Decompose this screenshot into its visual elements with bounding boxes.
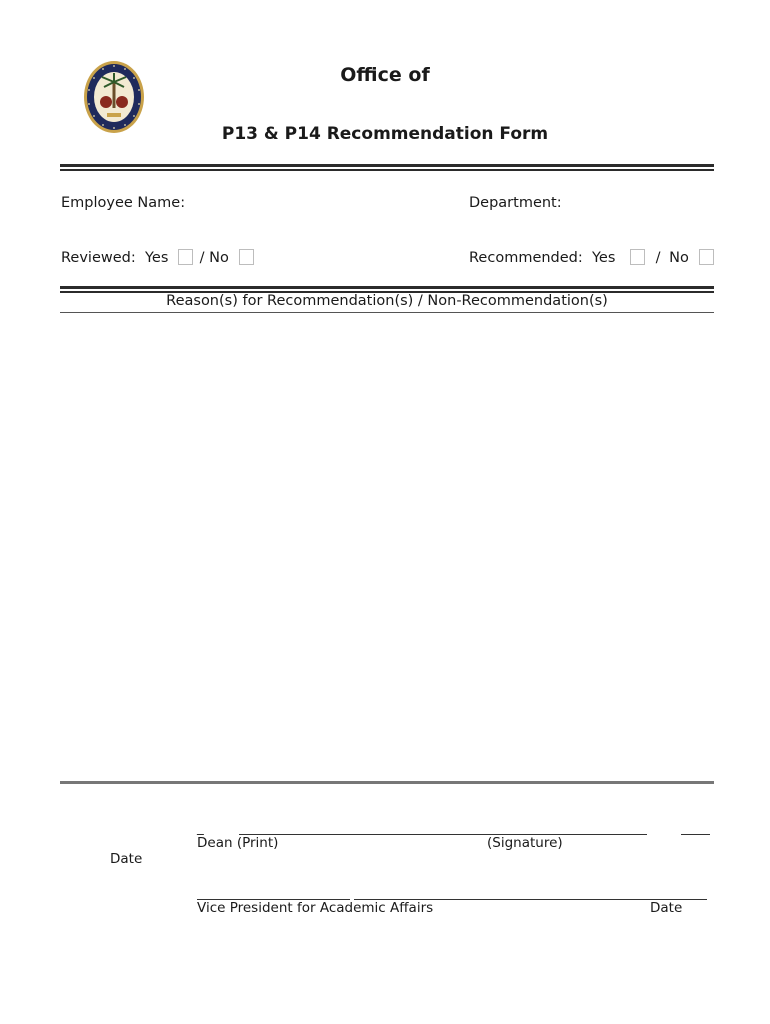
reasons-heading: Reason(s) for Recommendation(s) / Non-Recommendation(s) [166, 293, 608, 309]
recommended-no-label: No [669, 250, 689, 266]
reasons-text-area[interactable] [60, 316, 714, 778]
reviewed-yes-checkbox[interactable] [178, 249, 193, 265]
reviewed-label: Reviewed: [61, 250, 136, 266]
form-title: P13 & P14 Recommendation Form [221, 124, 549, 144]
header-divider-thin [60, 169, 714, 171]
employee-name-label: Employee Name: [61, 195, 186, 211]
dean-print-label: Dean (Print) [197, 835, 279, 851]
office-title: Office of [340, 64, 430, 86]
reviewed-yes-label: Yes [144, 250, 169, 266]
recommended-yes-checkbox[interactable] [630, 249, 645, 265]
dean-signature-line[interactable] [239, 834, 647, 835]
dean-date-line[interactable] [681, 834, 710, 835]
reviewed-row [61, 249, 254, 266]
reasons-heading-underline [60, 312, 714, 313]
recommended-label: Recommended: [469, 250, 583, 266]
vp-date-label: Date [650, 900, 683, 916]
header-divider [60, 164, 714, 167]
reviewed-no-checkbox[interactable] [239, 249, 254, 265]
department-label: Department: [469, 195, 562, 211]
reasons-divider [60, 286, 714, 289]
recommended-no-checkbox[interactable] [699, 249, 714, 265]
recommended-yes-label: Yes [591, 250, 616, 266]
dean-underscore-short: _ [197, 820, 204, 836]
recommended-slash: / [655, 250, 661, 266]
recommended-row [469, 249, 714, 266]
reviewed-no-label: / No [199, 250, 229, 266]
reasons-bottom-divider [60, 781, 714, 784]
vp-label: Vice President for Academic Affairs [197, 900, 434, 916]
signature-label: (Signature) [487, 835, 563, 851]
dean-date-label: Date [110, 851, 143, 867]
